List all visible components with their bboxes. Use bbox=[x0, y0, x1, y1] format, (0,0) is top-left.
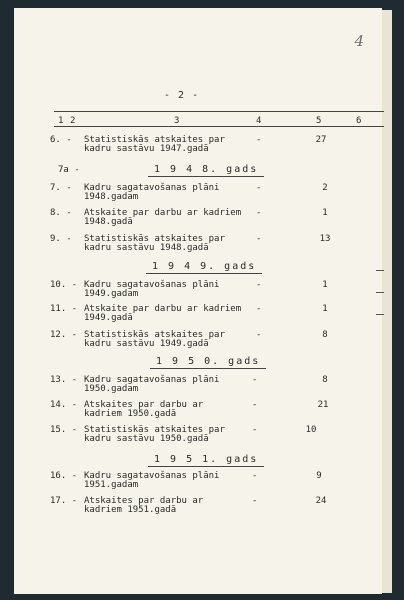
entry-count: 1 bbox=[322, 304, 328, 314]
entry-dash: - bbox=[256, 330, 262, 340]
entry-dash: - bbox=[252, 425, 258, 435]
list-item bbox=[50, 330, 370, 352]
page-number: - 2 - bbox=[164, 90, 200, 101]
entry-dash: - bbox=[256, 208, 262, 218]
entry-number: 12. - bbox=[50, 330, 78, 340]
entry-title-cont: 1948.gadam bbox=[84, 192, 139, 202]
entry-title: Kadru sagatavošanas plāni bbox=[84, 183, 220, 193]
entry-title-cont: 1948.gadā bbox=[84, 217, 133, 227]
year-heading-1948: 1 9 4 8. gads bbox=[154, 164, 258, 175]
table-header-rule bbox=[54, 126, 384, 127]
year-heading-1951: 1 9 5 1. gads bbox=[154, 454, 258, 465]
year-heading-1950: 1 9 5 0. gads bbox=[156, 356, 260, 367]
table-top-rule bbox=[54, 111, 384, 112]
entry-number: 14. - bbox=[50, 400, 78, 410]
entry-title: Statistiskās atskaites par bbox=[84, 135, 225, 145]
list-item bbox=[50, 375, 370, 397]
struck-number: 7a - bbox=[58, 165, 80, 175]
entry-number: 15. - bbox=[50, 425, 78, 435]
list-item bbox=[50, 471, 370, 493]
entry-title-cont: 1949.gadā bbox=[84, 313, 133, 323]
entry-count: 8 bbox=[322, 330, 328, 340]
entry-title: Kadru sagatavošanas plāni bbox=[84, 375, 220, 385]
entry-dash: - bbox=[252, 400, 258, 410]
entry-title-cont: kadru sastāvu 1950.gadā bbox=[84, 434, 209, 444]
document-page bbox=[14, 8, 382, 594]
entry-count: 24 bbox=[315, 496, 327, 506]
list-item bbox=[50, 400, 370, 422]
entry-count: 1 bbox=[322, 280, 328, 290]
entry-number: 11. - bbox=[50, 304, 78, 314]
entry-title: Statistiskās atskaites par bbox=[84, 425, 225, 435]
entry-count: 8 bbox=[322, 375, 328, 385]
list-item bbox=[50, 304, 370, 326]
entry-number: 7. - bbox=[50, 183, 72, 193]
entry-title-cont: 1949.gadam bbox=[84, 289, 139, 299]
column-header-5: 5 bbox=[316, 116, 322, 126]
edge-mark bbox=[376, 292, 384, 293]
entry-number: 16. - bbox=[50, 471, 78, 481]
entry-count: 10 bbox=[305, 425, 317, 435]
list-item bbox=[50, 135, 370, 157]
pencil-page-mark: 4 bbox=[354, 32, 364, 50]
edge-mark bbox=[376, 314, 384, 315]
entry-number: 17. - bbox=[50, 496, 78, 506]
entry-title-cont: kadriem 1950.gadā bbox=[84, 409, 177, 419]
entry-dash: - bbox=[252, 375, 258, 385]
entry-dash: - bbox=[252, 471, 258, 481]
list-item bbox=[50, 208, 370, 230]
entry-count: 2 bbox=[322, 183, 328, 193]
entry-number: 6. - bbox=[50, 135, 72, 145]
column-header-3: 3 bbox=[174, 116, 180, 126]
entry-dash: - bbox=[252, 496, 258, 506]
entry-title: Kadru sagatavošanas plāni bbox=[84, 471, 220, 481]
year-heading-1949: 1 9 4 9. gads bbox=[152, 261, 256, 272]
entry-title: Atskaite par darbu ar kadriem bbox=[84, 304, 242, 314]
column-header-1: 1 bbox=[58, 116, 64, 126]
list-item bbox=[50, 183, 370, 205]
entry-title-cont: kadru sastāvu 1949.gadā bbox=[84, 339, 209, 349]
entry-count: 21 bbox=[317, 400, 329, 410]
entry-count: 1 bbox=[322, 208, 328, 218]
entry-title-cont: kadru sastāvu 1948.gadā bbox=[84, 243, 209, 253]
entry-number: 9. - bbox=[50, 234, 72, 244]
entry-number: 10. - bbox=[50, 280, 78, 290]
entry-title: Atskaites par darbu ar bbox=[84, 400, 204, 410]
entry-dash: - bbox=[256, 234, 262, 244]
list-item bbox=[50, 280, 370, 302]
entry-title: Atskaite par darbu ar kadriem bbox=[84, 208, 242, 218]
entry-count: 13 bbox=[319, 234, 331, 244]
entry-title-cont: kadriem 1951.gadā bbox=[84, 505, 177, 515]
edge-mark bbox=[376, 270, 384, 271]
entry-title: Statistiskās atskaites par bbox=[84, 330, 225, 340]
entry-dash: - bbox=[256, 304, 262, 314]
entry-title-cont: kadru sastāvu 1947.gadā bbox=[84, 144, 209, 154]
entry-title-cont: 1951.gadam bbox=[84, 480, 139, 490]
entry-dash: - bbox=[256, 135, 262, 145]
column-header-2: 2 bbox=[70, 116, 76, 126]
entry-number: 13. - bbox=[50, 375, 78, 385]
list-item bbox=[50, 234, 370, 256]
entry-dash: - bbox=[256, 280, 262, 290]
entry-dash: - bbox=[256, 183, 262, 193]
entry-count: 27 bbox=[315, 135, 327, 145]
entry-count: 9 bbox=[316, 471, 322, 481]
entry-number: 8. - bbox=[50, 208, 72, 218]
entry-title: Kadru sagatavošanas plāni bbox=[84, 280, 220, 290]
entry-title-cont: 1950.gadam bbox=[84, 384, 139, 394]
entry-title: Statistiskās atskaites par bbox=[84, 234, 225, 244]
list-item bbox=[50, 425, 370, 447]
column-header-4: 4 bbox=[256, 116, 262, 126]
column-header-6: 6 bbox=[356, 116, 362, 126]
entry-title: Atskaites par darbu ar bbox=[84, 496, 204, 506]
list-item bbox=[50, 496, 370, 518]
